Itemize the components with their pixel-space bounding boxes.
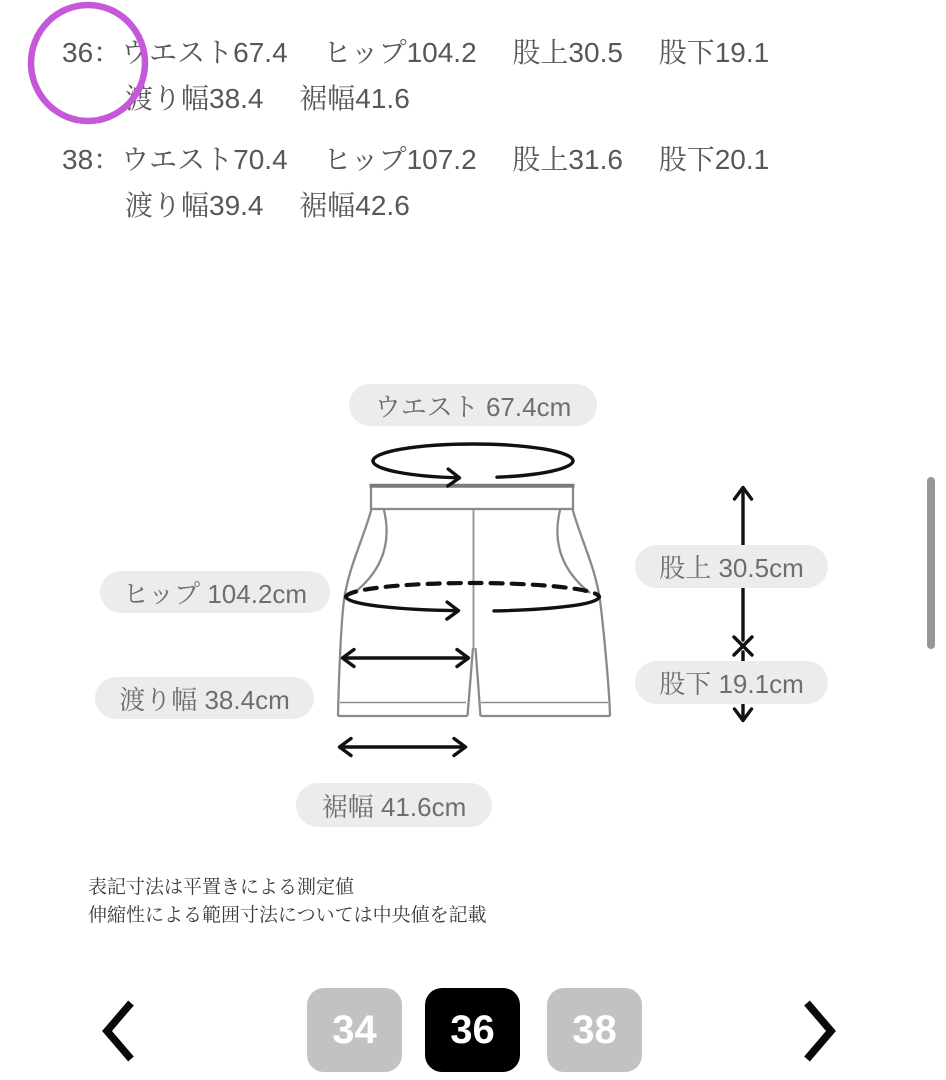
inseam-measurement-pill: 股下 19.1cm bbox=[635, 661, 828, 704]
chevron-right-icon bbox=[796, 998, 840, 1064]
size-spec-38-line2: 渡り幅39.4 裾幅42.6 bbox=[125, 190, 410, 221]
size-spec-row-38 bbox=[62, 137, 769, 229]
rise-inseam-x-mark bbox=[734, 637, 752, 655]
size-button-34[interactable]: 34 bbox=[307, 988, 402, 1072]
note-line-2: 伸縮性による範囲寸法については中央値を記載 bbox=[88, 905, 487, 926]
note-line-1: 表記寸法は平置きによる測定値 bbox=[88, 877, 355, 898]
size-button-38[interactable]: 38 bbox=[547, 988, 642, 1072]
size-spec-36-line2: 渡り幅38.4 裾幅41.6 bbox=[125, 83, 410, 114]
left-pocket-seam bbox=[354, 510, 387, 593]
size-spec-38-line1: 38：ウエスト70.4 ヒップ107.2 股上31.6 股下20.1 bbox=[62, 144, 770, 175]
hip-ellipse-dashed bbox=[346, 583, 599, 597]
size-spec-list bbox=[62, 30, 769, 244]
measurement-notes bbox=[88, 874, 487, 930]
size-spec-row-36 bbox=[62, 30, 769, 122]
hip-ellipse-arrow bbox=[346, 597, 458, 611]
right-pocket-seam bbox=[557, 510, 590, 593]
waist-ellipse-bottom-right bbox=[497, 461, 573, 477]
waist-measurement-pill: ウエスト 67.4cm bbox=[349, 384, 597, 426]
hip-measurement-pill: ヒップ 104.2cm bbox=[100, 571, 330, 613]
shorts-outline bbox=[338, 486, 610, 716]
chevron-left-icon bbox=[98, 998, 142, 1064]
thigh-measurement-pill: 渡り幅 38.4cm bbox=[95, 677, 314, 719]
prev-size-button[interactable] bbox=[98, 998, 142, 1067]
waist-ellipse-top bbox=[373, 444, 573, 461]
size-spec-36-line1: 36：ウエスト67.4 ヒップ104.2 股上30.5 股下19.1 bbox=[62, 37, 770, 68]
rise-measurement-pill: 股上 30.5cm bbox=[635, 545, 828, 588]
hem-measurement-pill: 裾幅 41.6cm bbox=[296, 783, 492, 827]
waist-ellipse-arrow bbox=[373, 461, 459, 478]
hip-ellipse-bottom-right bbox=[494, 597, 599, 611]
next-size-button[interactable] bbox=[796, 998, 840, 1067]
scrollbar-thumb[interactable] bbox=[927, 477, 935, 649]
size-button-36[interactable]: 36 bbox=[425, 988, 520, 1072]
